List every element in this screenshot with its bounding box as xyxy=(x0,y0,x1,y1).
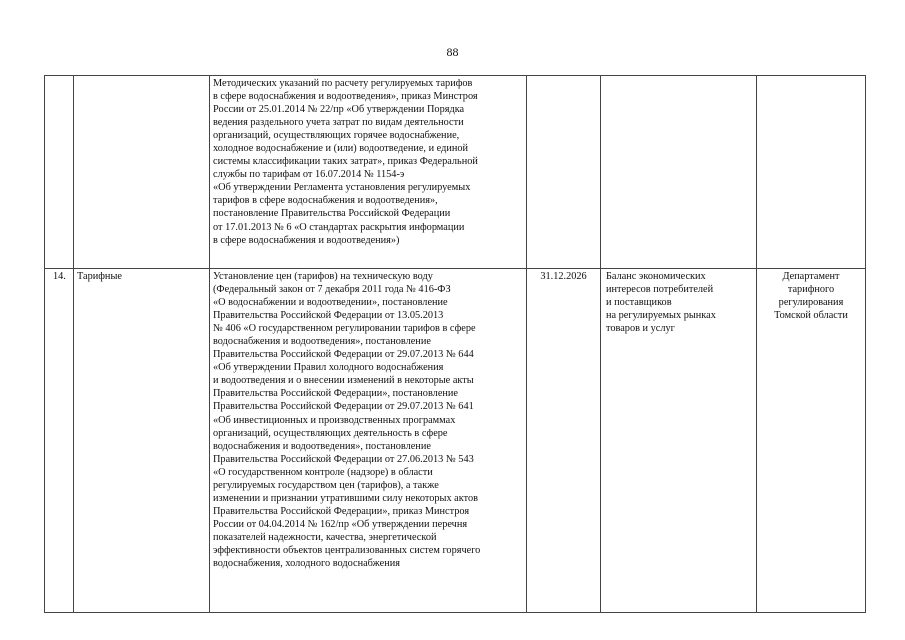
legal-basis-cell-line: «Об утверждении Правил холодного водоснабжения xyxy=(213,362,444,374)
legal-basis-cell-line: водоснабжения, холодного водоснабжения xyxy=(213,558,400,570)
legal-basis-cell-line: водоснабжения и водоотведения», постановление xyxy=(213,440,431,452)
legal-basis-cell-line: в сфере водоснабжения и водоотведения», приказ Минстроя xyxy=(213,91,478,103)
legal-basis-cell-line: в сфере водоснабжения и водоотведения») xyxy=(213,234,400,246)
regulation-type-cell: Тарифные xyxy=(74,269,210,613)
legal-basis-cell-line: организаций, осуществляющих горячее водоснабжение, xyxy=(213,130,460,142)
legal-basis-cell-line: ведения раздельного учета затрат по видам деятельности xyxy=(213,117,464,129)
regulation-table xyxy=(44,75,866,613)
regulation-goal-cell xyxy=(601,76,757,269)
legal-basis-cell-line: «О государственном контроле (надзоре) в области xyxy=(213,466,433,478)
row-number-cell: 14. xyxy=(45,269,74,613)
regulation-goal-cell-line: Баланс экономических xyxy=(606,271,706,282)
legal-basis-cell-line: системы классификации таких затрат», приказ Федеральной xyxy=(213,156,478,168)
legal-basis-cell-line: показателей надежности, качества, энергетической xyxy=(213,531,437,543)
legal-basis-cell xyxy=(210,269,527,613)
table-row xyxy=(45,76,866,269)
legal-basis-cell-line: Правительства Российской Федерации», приказ Минстроя xyxy=(213,505,470,517)
legal-basis-cell-line: № 406 «О государственном регулировании тарифов в сфере xyxy=(213,323,476,335)
legal-basis-cell-line: России от 04.04.2014 № 162/пр «Об утверждении перечня xyxy=(213,518,468,530)
responsible-body-cell xyxy=(757,76,866,269)
legal-basis-cell-line: постановление Правительства Российской Федерации xyxy=(213,208,451,220)
legal-basis-cell-line: холодное водоснабжение и (или) водоотведение, и единой xyxy=(213,143,469,155)
legal-basis-cell-line: регулируемых государством цен (тарифов), а также xyxy=(213,479,439,491)
table-row xyxy=(45,269,866,613)
legal-basis-cell-line: организаций, осуществляющих деятельность в сфере xyxy=(213,427,448,439)
legal-basis-cell-line: эффективности объектов централизованных систем горячего xyxy=(213,544,481,556)
legal-basis-cell-line: и водоотведения и о внесении изменений в некоторые акты xyxy=(213,375,474,387)
legal-basis-cell-line: Правительства Российской Федерации от 13.05.2013 xyxy=(213,310,444,322)
responsible-body-cell-line: тарифного xyxy=(787,284,835,296)
regulation-type-cell xyxy=(74,76,210,269)
regulation-goal-cell-line: интересов потребителей xyxy=(606,284,714,296)
responsible-body-cell-line: Томской области xyxy=(774,310,848,322)
legal-basis-cell-line: Установление цен (тарифов) на техническую воду xyxy=(213,271,433,282)
row-number-cell xyxy=(45,76,74,269)
legal-basis-cell-line: Методических указаний по расчету регулируемых тарифов xyxy=(213,78,473,89)
legal-basis-cell-line: от 17.01.2013 № 6 «О стандартах раскрытия информации xyxy=(213,221,465,233)
regulation-goal-cell xyxy=(601,269,757,613)
deadline-cell xyxy=(527,76,601,269)
legal-basis-cell-line: водоснабжения и водоотведения», постановление xyxy=(213,336,431,348)
regulation-goal-cell-line: и поставщиков xyxy=(606,297,672,309)
responsible-body-cell-line: Департамент xyxy=(782,271,840,282)
responsible-body-cell-line: регулирования xyxy=(778,297,844,309)
regulation-goal-cell-line: товаров и услуг xyxy=(606,323,675,335)
legal-basis-cell-line: службы по тарифам от 16.07.2014 № 1154-э xyxy=(213,169,405,181)
legal-basis-cell-line: «О водоснабжении и водоотведении», постановление xyxy=(213,297,448,309)
responsible-body-cell xyxy=(757,269,866,613)
legal-basis-cell-line: тарифов в сфере водоснабжения и водоотведения», xyxy=(213,195,438,207)
page-number: 88 xyxy=(446,45,459,59)
legal-basis-cell-line: Правительства Российской Федерации от 29.07.2013 № 641 xyxy=(213,401,474,413)
legal-basis-cell-line: изменении и признании утратившими силу некоторых актов xyxy=(213,492,478,504)
deadline-cell: 31.12.2026 xyxy=(527,269,601,613)
regulation-goal-cell-line: на регулируемых рынках xyxy=(606,310,716,322)
legal-basis-cell-line: Правительства Российской Федерации от 29.07.2013 № 644 xyxy=(213,349,474,361)
legal-basis-cell-line: «Об утверждении Регламента установления регулируемых xyxy=(213,182,471,194)
legal-basis-cell-line: Правительства Российской Федерации от 27.06.2013 № 543 xyxy=(213,453,474,465)
legal-basis-cell-line: Правительства Российской Федерации», постановление xyxy=(213,388,458,400)
legal-basis-cell-line: «Об инвестиционных и производственных программах xyxy=(213,414,456,426)
legal-basis-cell-line: России от 25.01.2014 № 22/пр «Об утверждении Порядка xyxy=(213,104,465,116)
legal-basis-cell-line: (Федеральный закон от 7 декабря 2011 года № 416-ФЗ xyxy=(213,284,451,296)
legal-basis-cell xyxy=(210,76,527,269)
